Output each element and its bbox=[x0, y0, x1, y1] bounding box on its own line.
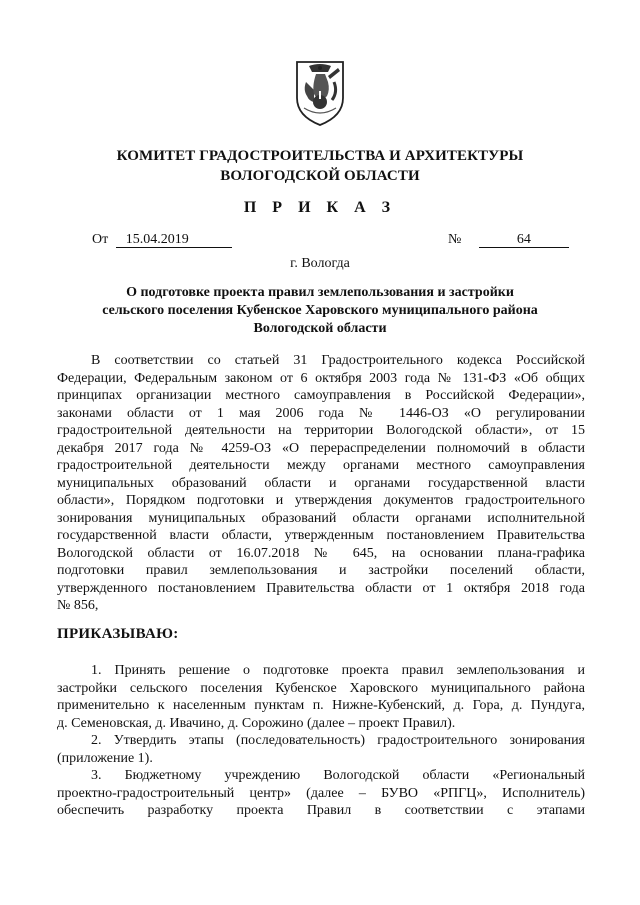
org-line-1: КОМИТЕТ ГРАДОСТРОИТЕЛЬСТВА И АРХИТЕКТУРЫ bbox=[116, 148, 524, 164]
preamble-line: государственной власти области, утвержденным постановлением Правительства bbox=[57, 528, 585, 543]
number-value: 64 bbox=[479, 232, 569, 248]
preamble-paragraph bbox=[57, 352, 585, 615]
preamble-line: принципах организации местного самоуправления в Российской Федерации», bbox=[57, 388, 585, 403]
preamble-line: подготовки правил землепользования и застройки поселений области, bbox=[57, 563, 585, 578]
number-field bbox=[448, 232, 569, 248]
preamble-line: градостроительной деятельности между органами местного самоуправления bbox=[57, 458, 585, 473]
preamble-line: градостроительной деятельности на территории Вологодской области», от 15 bbox=[57, 423, 585, 438]
subject-line-2: сельского поселения Кубенское Харовского муниципального района bbox=[102, 303, 538, 318]
date-value: 15.04.2019 bbox=[116, 232, 232, 248]
org-line-2: ВОЛОГОДСКОЙ ОБЛАСТИ bbox=[220, 168, 420, 184]
decree-heading: ПРИКАЗЫВАЮ: bbox=[57, 626, 179, 642]
preamble-line: декабря 2017 года № 4259-ОЗ «О перераспределении полномочий в области bbox=[57, 440, 585, 456]
order-subject bbox=[60, 284, 580, 338]
preamble-line: № 856, bbox=[57, 598, 99, 613]
item-line: 2. Утвердить этапы (последовательность) градостроительного зонирования bbox=[91, 733, 585, 748]
preamble-line: В соответствии со статьей 31 Градостроительного кодекса Российской bbox=[91, 353, 585, 368]
preamble-line: Вологодской области от 16.07.2018 № 645, на основании плана-графика bbox=[57, 545, 585, 561]
preamble-line: Федерации, Федеральным законом от 6 октября 2003 года № 131-ФЗ «Об общих bbox=[57, 370, 585, 386]
coat-of-arms-emblem bbox=[294, 58, 346, 128]
subject-line-3: Вологодской области bbox=[253, 321, 387, 336]
order-items bbox=[57, 662, 585, 820]
number-label: № bbox=[448, 232, 462, 247]
preamble-line: законами области от 1 мая 2006 года № 1446-ОЗ «О регулировании bbox=[57, 405, 585, 421]
item-line: применительно к населенным пунктам п. Нижне-Кубенский, д. Гора, д. Пундуга, bbox=[57, 698, 585, 713]
item-line: 1. Принять решение о подготовке проекта правил землепользования и bbox=[91, 663, 585, 678]
preamble-line: утвержденного постановлением Правительства области от 1 октября 2018 года bbox=[57, 580, 585, 596]
item-line: застройки сельского поселения Кубенское Харовского муниципального района bbox=[57, 680, 585, 696]
preamble-line: муниципальных образований области и органами государственной власти bbox=[57, 475, 585, 491]
item-line: 3. Бюджетному учреждению Вологодской области «Региональный bbox=[91, 768, 585, 783]
item-line: проектно-градостроительный центр» (далее – БУВО «РПГЦ», Исполнитель) bbox=[57, 785, 585, 801]
date-label: От bbox=[92, 232, 109, 247]
item-line: (приложение 1). bbox=[57, 750, 153, 766]
date-field bbox=[92, 232, 232, 248]
city: г. Вологда bbox=[290, 256, 350, 271]
document-type-title: П Р И К А З bbox=[243, 199, 397, 216]
preamble-line: области», Порядком подготовки и утверждения документов градостроительного bbox=[57, 493, 585, 508]
item-line: обеспечить разработку проекта Правил в соответствии с этапами bbox=[57, 803, 585, 818]
issuing-authority bbox=[0, 146, 640, 186]
subject-line-1: О подготовке проекта правил землепользования и застройки bbox=[126, 285, 514, 300]
preamble-line: зонирования муниципальных образований области органами исполнительной bbox=[57, 510, 585, 526]
item-line: д. Семеновская, д. Ивачино, д. Сорожино (далее – проект Правил). bbox=[57, 715, 456, 731]
